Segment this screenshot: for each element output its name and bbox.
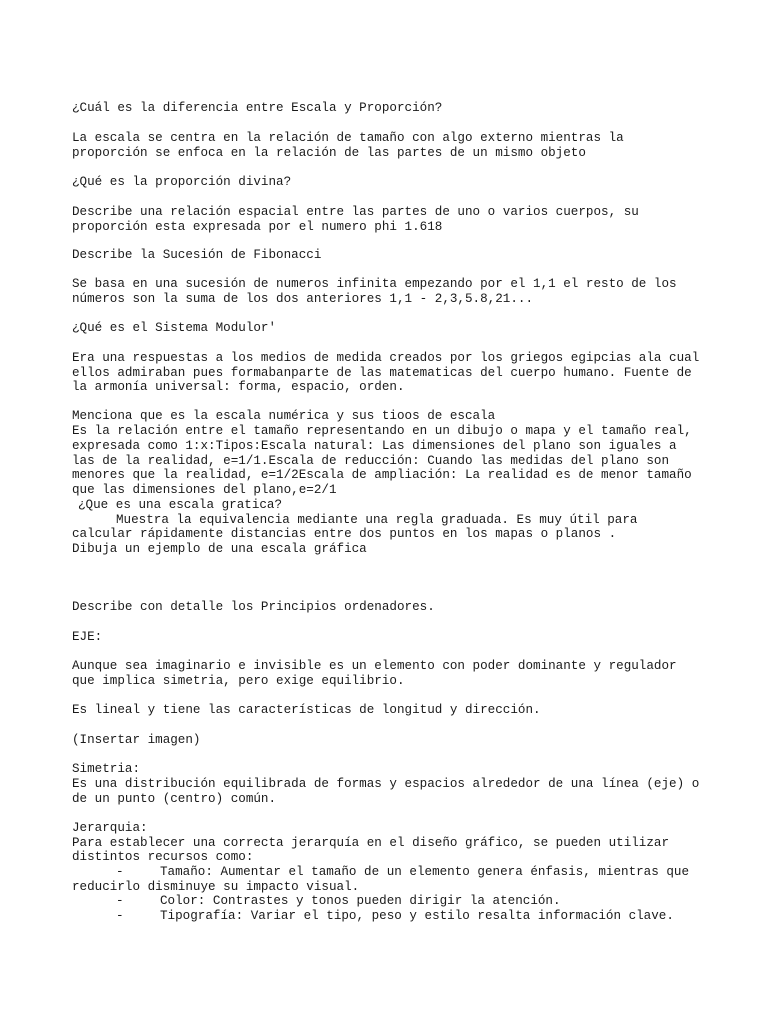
section-heading-jerarquia: Jerarquia: <box>72 821 148 835</box>
answer-text: calcular rápidamente distancias entre dos puntos en los mapas o planos . <box>72 527 617 541</box>
list-bullet: - <box>116 909 124 923</box>
question-graphic-scale: ¿Que es una escala gratica? <box>78 498 283 512</box>
paragraph-text: distintos recursos como: <box>72 850 254 864</box>
paragraph-text: Aunque sea imaginario e invisible es un elemento con poder dominante y regulador <box>72 659 677 673</box>
answer-text: números son la suma de los dos anteriores 1,1 - 2,3,5.8,21... <box>72 292 534 306</box>
answer-text: expresada como 1:x:Tipos:Escala natural: Las dimensiones del plano son iguales a <box>72 439 677 453</box>
question-numeric-scale: Menciona que es la escala numérica y sus tioos de escala <box>72 409 496 423</box>
paragraph-text: Es lineal y tiene las características de longitud y dirección. <box>72 703 541 717</box>
answer-text: proporción esta expresada por el numero phi 1.618 <box>72 220 443 234</box>
answer-text: ellos admiraban pues formabanparte de las matematicas del cuerpo humano. Fuente de <box>72 366 692 380</box>
question-modulor: ¿Qué es el Sistema Modulor' <box>72 321 277 335</box>
paragraph-text: de un punto (centro) común. <box>72 792 277 806</box>
list-item: Color: Contrastes y tonos pueden dirigir la atención. <box>160 894 561 908</box>
answer-text: Describe una relación espacial entre las partes de uno o varios cuerpos, su <box>72 205 639 219</box>
answer-text: proporción se enfoca en la relación de las partes de un mismo objeto <box>72 146 586 160</box>
question-fibonacci: Describe la Sucesión de Fibonacci <box>72 248 322 262</box>
answer-text: menores que la realidad, e=1/2Escala de ampliación: La realidad es de menor tamaño <box>72 468 692 482</box>
answer-text: Muestra la equivalencia mediante una regla graduada. Es muy útil para <box>116 513 638 527</box>
question-draw-example: Dibuja un ejemplo de una escala gráfica <box>72 542 367 556</box>
answer-text: las de la realidad, e=1/1.Escala de reducción: Cuando las medidas del plano son <box>72 454 670 468</box>
answer-text: Era una respuestas a los medios de medida creados por los griegos egipcias ala cual <box>72 351 700 365</box>
list-bullet: - <box>116 865 124 879</box>
section-heading-simetria: Simetria: <box>72 762 141 776</box>
question-scale-vs-proportion: ¿Cuál es la diferencia entre Escala y Proporción? <box>72 101 443 115</box>
paragraph-text: que implica simetria, pero exige equilibrio. <box>72 674 405 688</box>
list-item-continuation: reducirlo disminuye su impacto visual. <box>72 880 360 894</box>
list-bullet: - <box>116 894 124 908</box>
section-heading-eje: EJE: <box>72 630 103 644</box>
paragraph-text: Es una distribución equilibrada de formas y espacios alrededor de una línea (eje) o <box>72 777 700 791</box>
question-divine-proportion: ¿Qué es la proporción divina? <box>72 175 292 189</box>
answer-text: La escala se centra en la relación de tamaño con algo externo mientras la <box>72 131 624 145</box>
list-item: Tipografía: Variar el tipo, peso y estilo resalta información clave. <box>160 909 674 923</box>
answer-text: la armonía universal: forma, espacio, orden. <box>72 380 405 394</box>
list-item: Tamaño: Aumentar el tamaño de un elemento genera énfasis, mientras que <box>160 865 690 879</box>
answer-text: Es la relación entre el tamaño representando en un dibujo o mapa y el tamaño real, <box>72 424 692 438</box>
image-placeholder-text: (Insertar imagen) <box>72 733 201 747</box>
paragraph-text: Para establecer una correcta jerarquía en el diseño gráfico, se pueden utilizar <box>72 836 670 850</box>
answer-text: Se basa en una sucesión de numeros infinita empezando por el 1,1 el resto de los <box>72 277 677 291</box>
answer-text: que las dimensiones del plano,e=2/1 <box>72 483 337 497</box>
question-ordering-principles: Describe con detalle los Principios ordenadores. <box>72 600 435 614</box>
